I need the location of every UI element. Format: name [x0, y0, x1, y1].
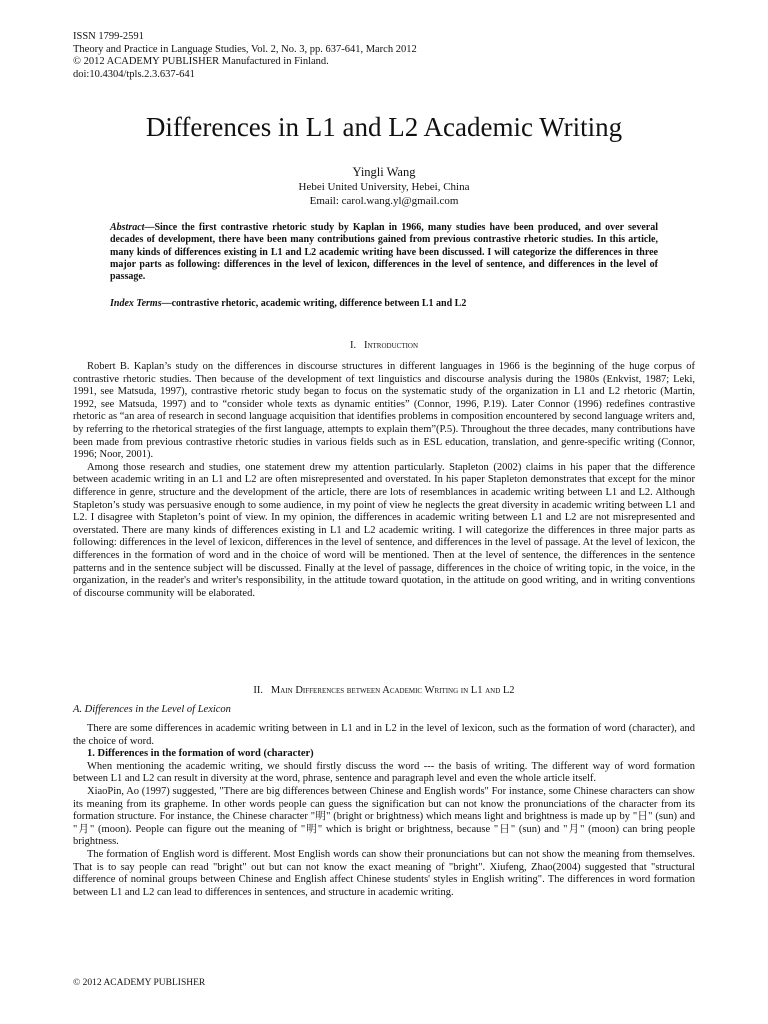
paragraph: There are some differences in academic writing between in L1 and in L2 in the level of lexicon, such as the formation of word (character), and the choice of word. [73, 723, 695, 747]
journal-header [73, 31, 417, 81]
paper-title: Differences in L1 and L2 Academic Writing [145, 112, 623, 142]
author-affiliation [0, 181, 768, 208]
index-terms-label: Index Terms [110, 298, 162, 309]
subheading-word-formation: 1. Differences in the formation of word (character) [87, 748, 314, 760]
section-heading-main-differences [0, 685, 768, 696]
paragraph: Robert B. Kaplan’s study on the differences in discourse structures in different languages in 1966 is the beginning of the huge corpus of contrastive rhetoric studies. Then because of the development of text linguistics and discourse analysis during the 1980s (Enkvist, 1987; Leki, 1991, see Matsuda, 1997), contrastive rhetoric study began to focus on the systematic study of the organization in L1 and L2 rhetoric (Martin, 1992, see Matsuda, 1997) and to “consider whole texts as dynamic entities” (Connor, 1996, P.19). Later Connor (1996) redefines contrastive rhetoric as “an area of research in second language acquisition that identifies problems in composition encountered by second language writers and, by referring to the rhetorical strategies of the first language, attempts to explain them”(P.5). Throughout the three decades, many contributions have been made from previous contrastive rhetoric studies in various fields such as in ESL education, translation, and genre-specific writing (Connor, 1996; Noor, 2001). [73, 361, 695, 461]
copyright-line: © 2012 ACADEMY PUBLISHER Manufactured in Finland. [73, 56, 329, 68]
abstract [110, 222, 658, 283]
section-number: I. [349, 340, 357, 351]
section-number: II. [253, 685, 264, 696]
paragraph: Among those research and studies, one statement drew my attention particularly. Stapleton (2002) claims in his paper that the difference between academic writing in an L1 and L2 are often misrepresented and overstated. In his paper Stapleton demonstrates that except for the minor difference in genre, structure and the development of the article, there are lots of resemblances in academic writing between L1 and L2. Although Stapleton’s study was persuasive enough to some audience, in my point of view he neglects the great diversity in academic writing between L1 and L2. I disagree with Stapleton’s point of view. In my opinion, the differences in academic writing between L1 and L2 are not misrepresented and overstated. There are many kinds of differences existing in L1 and L2 academic writing. I will categorize the differences in three major parts as following: differences in the level of lexicon, differences in the level of sentence, and differences in the level of passage. At the level of lexicon, the differences in the formation of word and in the choice of word will be mentioned. Then at the level of sentence, the differences in the sentence patterns and in the sentence subject will be discussed. Finally at the level of passage, differences in the choice of writing topic, in the voice, in the organization, in the reader's and writer's responsibility, in the attitude toward quotation, in the attitude on good writing, and in writing conventions of discourse community will be elaborated. [73, 461, 695, 599]
abstract-text: —Since the first contrastive rhetoric study by Kaplan in 1966, many studies have been produced, and over several decades of development, there have been many contributions gained from previous contrastive rhetoric studies. In this article, many kinds of differences existing in L1 and L2 academic writing have been discussed. I will categorize the differences in three major parts as following: differences in the level of lexicon, differences in the level of sentence, and differences in the level of passage. [110, 222, 658, 283]
journal-citation: Theory and Practice in Language Studies, Vol. 2, No. 3, pp. 637-641, March 2012 [73, 43, 417, 55]
section-heading-introduction [0, 340, 768, 351]
subsection-heading: A. Differences in the Level of Lexicon [73, 704, 231, 715]
index-terms [110, 298, 658, 310]
paragraph: XiaoPin, Ao (1997) suggested, "There are big differences between Chinese and English words" For instance, some Chinese characters can show its meaning from its grapheme. In other words people can guess the signification but can not know the pronunciations of the character from its formation structure. For instance, the Chinese character "明" (bright or brightness) which means light and brightness is made up by "日" (sun) and "月" (moon). People can figure out the meaning of "明" which is bright or brightness, because "日" (sun) and "月" (moon) can bring people brightness. [73, 785, 695, 848]
affiliation: Hebei United University, Hebei, China [298, 181, 470, 193]
paragraph: The formation of English word is different. Most English words can show their pronunciations but can not show the meaning from themselves. That is to say people can read "bright" out but can not know the exact meaning of "bright". Xiufeng, Zhao(2004) suggested that "structural difference of nominal groups between Chinese and English affect Chinese students' styles in English writing". The differences in word formation between L1 and L2 can lead to differences in sentences, and structure in academic writing. [73, 848, 695, 898]
section-title: Main Differences between Academic Writing in L1 and L2 [270, 685, 515, 696]
index-terms-text: —contrastive rhetoric, academic writing, difference between L1 and L2 [161, 298, 467, 309]
doi: doi:10.4304/tpls.2.3.637-641 [73, 68, 195, 80]
author-name: Yingli Wang [352, 165, 416, 179]
page-footer: © 2012 ACADEMY PUBLISHER [73, 978, 206, 988]
issn: ISSN 1799-2591 [73, 31, 144, 42]
email: Email: carol.wang.yl@gmail.com [309, 194, 459, 207]
section-title: Introduction [363, 340, 419, 351]
abstract-label: Abstract [110, 222, 145, 233]
section2-body [73, 723, 695, 899]
paragraph: When mentioning the academic writing, we should firstly discuss the word --- the basis of writing. The different way of word formation between L1 and L2 can result in diversity at the word, phrase, sentence and paragraph level and even the whole article itself. [73, 760, 695, 785]
introduction-body [73, 361, 695, 600]
